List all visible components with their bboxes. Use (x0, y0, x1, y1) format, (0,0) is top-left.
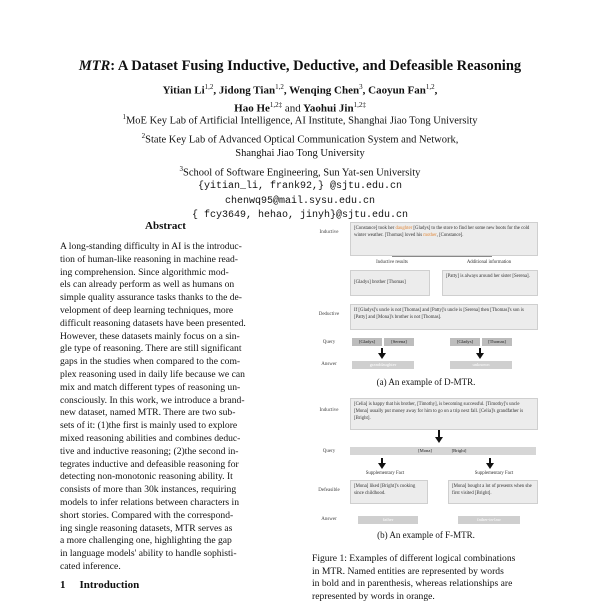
label-query: Query (322, 340, 336, 345)
abstract-line: models to infer relations between characters in (60, 496, 240, 508)
section-number: 1 (60, 579, 66, 591)
inductive-box: [Constance] took her daughter [Gladys] to the store to find her some new boots for the cold winter weather. [Thomas] loved his mother, [Constance]. (350, 222, 538, 256)
abstract-line: plex reasoning used in daily life because we can (60, 368, 245, 380)
abstract-line: However, these datasets mainly focus on a sin- (60, 330, 240, 342)
affiliation-1: $^1$MoE Key Lab of Artificial Intelligence, AI Institute, Shanghai Jiao Tong University (122, 113, 478, 127)
inductive-result-box: [Gladys] brother [Thomas] (350, 270, 430, 296)
figure-b (312, 398, 540, 528)
abstract-line: consciously. In this work, we introduce a brand- (60, 394, 245, 406)
authors-line-2: Hao $He^{1,2\ddagger}$ and Yaohui Jin$^{1,2\ddagger}$ (234, 100, 366, 115)
answer-right: father-in-law (458, 516, 520, 524)
label-query: Query (322, 449, 336, 454)
label-defeasible: Defeasible (318, 488, 340, 493)
query-left-1: [Gladys] (352, 338, 382, 346)
arrow-down-icon (378, 463, 386, 469)
abstract-body (60, 241, 271, 574)
label-answer: Answer (321, 517, 337, 522)
abstract-line: tegrates inductive and defeasible reasoning for (60, 458, 239, 470)
author: Yitian Li (162, 84, 205, 97)
section-title: Introduction (79, 579, 140, 591)
email-1: {yitian_li, frank92,} @sjtu.edu.cn (197, 181, 403, 193)
caption-a: (a) An example of D-MTR. (376, 377, 476, 387)
query-right-2: [Thomas] (482, 338, 512, 346)
abstract-line: sets of it: (1)the first is mainly used to explore (60, 420, 238, 432)
arrow-down-icon (435, 437, 443, 443)
query-right-1: [Gladys] (450, 338, 480, 346)
abstract-line: in language models' ability to handle sophisti- (60, 548, 237, 560)
query-2: [Bright] (451, 448, 467, 453)
figure-caption-line: represented by words in orange. (312, 590, 435, 602)
abstract-line: difficult reasoning datasets have been presented. (60, 317, 246, 329)
affiliation-2-cont: Shanghai Jiao Tong University (235, 148, 365, 160)
abstract-line: velopment of deep learning techniques, more (60, 304, 234, 316)
title-symbol: MTR (78, 58, 111, 74)
author: Yaohui Jin (303, 102, 354, 115)
supp-right-label: Supplementary Fact (474, 471, 514, 476)
deductive-box: If [Gladys]'s uncle is not [Thomas] and [Patty]'s uncle is [Serena] then [Thomas]'s son is [Patty] and [Mona]'s brother is not [Thomas]. (350, 304, 538, 330)
abstract-line: gle type of reasoning. There are still significant (60, 343, 242, 355)
additional-info-label: Additional information (466, 260, 512, 265)
figure-caption-line: in bold and in parenthesis, whereas relationships are (312, 578, 513, 590)
figure-a (312, 222, 540, 387)
email-2: chenwq95@mail.sysu.edu.cn (224, 195, 376, 207)
abstract-line: mix and match different types of reasoning un- (60, 381, 241, 393)
answer-right: unknown (450, 361, 512, 369)
title-text: : A Dataset Fusing Inductive, Deductive, and Defeasible Reasoning (110, 58, 522, 74)
abstract-line: mixed reasoning abilities and combines deduc- (60, 432, 241, 444)
author: Caoyun Fan (368, 84, 426, 97)
abstract-line: new dataset, named MTR. There are two sub- (60, 407, 236, 419)
abstract-line: tion of human-like reasoning in machine read- (60, 253, 238, 265)
abstract-line: consists of more than 30k instances, requiring (60, 484, 237, 496)
paper-title (0, 58, 600, 75)
answer-left: father (358, 516, 418, 524)
answer-left: granddaughter (352, 361, 414, 369)
supp-right-box: [Mona] bought a lot of presents when she first visited [Bright]. (448, 480, 538, 504)
label-deductive: Deductive (318, 312, 340, 317)
supp-left-box: [Mona] liked [Bright]'s cooking since childhood. (350, 480, 428, 504)
label-inductive: Inductive (319, 408, 339, 413)
arrow-down-icon (476, 353, 484, 359)
abstract-line: els can already perform as well as humans on (60, 279, 235, 291)
abstract-line: tive and inductive reasoning; (2)the second in- (60, 445, 239, 457)
abstract-line: detecting non-monotonic reasoning ability. It (60, 471, 233, 483)
supp-left-label: Supplementary Fact (365, 471, 405, 476)
inductive-box-b: [Celia] is happy that his brother, [Timothy], is becoming successful. [Timothy]'s uncle [Mona] usually put money away for him to go on a trip next fall. [Celia]'s grandfather is [Bright]. (350, 398, 538, 430)
query-1: [Mona] (418, 448, 432, 453)
figure-caption (312, 553, 540, 603)
abstract-line: ing single reasoning datasets, MTR serves as (60, 522, 233, 534)
additional-info-box: [Patty] is always around her sister [Serena]. (442, 270, 538, 296)
affiliation-2: $^2$State Key Lab of Advanced Optical Communication System and Network, (141, 131, 459, 146)
abstract-line: short stories. Compared with the correspond- (60, 509, 234, 521)
arrow-down-icon (378, 353, 386, 359)
figure-caption-line: in MTR. Named entities are represented by words (312, 565, 504, 577)
author: Hao He (234, 102, 270, 115)
abstract-title: Abstract (145, 220, 186, 232)
affiliation-3: $^3$School of Software Engineering, Sun Yat-sen University (179, 164, 421, 179)
query-left-2: [Serena] (384, 338, 414, 346)
affiliations (0, 110, 600, 223)
email-3: { fcy3649, hehao, jinyh}@sjtu.edu.cn (191, 209, 409, 221)
label-answer: Answer (321, 362, 337, 367)
label-inductive: Inductive (319, 230, 339, 235)
abstract-line: A long-standing difficulty in AI is the introduc- (60, 241, 242, 252)
abstract-line: cated inference. (60, 560, 121, 572)
abstract-line: ing comprehension. Since algorithmic mod- (60, 266, 229, 278)
figure-caption-line: Figure 1: Examples of different logical combinations (312, 553, 516, 564)
abstract-line: gaps in the studies when compared to the com- (60, 356, 241, 368)
arrow-down-icon (486, 463, 494, 469)
abstract-line: a more challenging one, highlighting the gap (60, 535, 232, 547)
author: Wenqing Chen (289, 84, 360, 97)
author: Jidong Tian (218, 84, 276, 97)
inductive-results-label: Inductive results (376, 260, 408, 265)
section-heading (60, 579, 139, 591)
authors-line-1: Yitian Li$^{1,2}$, Jidong Tian$^{1,2}$, Wenqing Chen$^3$, Caoyun Fan$^{1,2}$, (162, 83, 438, 97)
caption-b: (b) An example of F-MTR. (377, 530, 475, 540)
abstract-line: simple quality assurance tasks thanks to the de- (60, 292, 242, 304)
